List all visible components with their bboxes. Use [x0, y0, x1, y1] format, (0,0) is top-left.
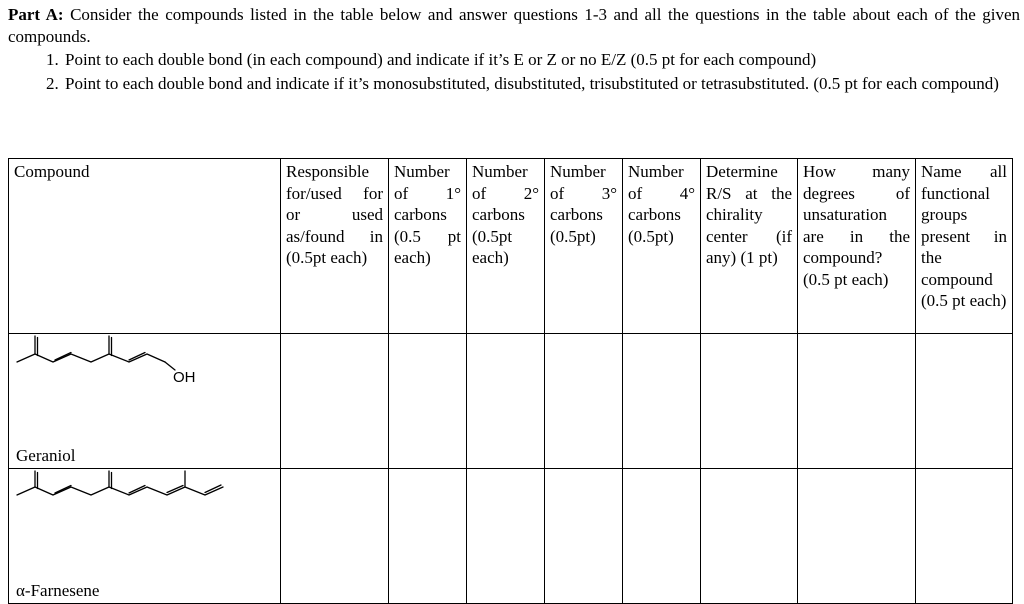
part-a-text: Consider the compounds listed in the table below and answer questions 1-3 and all the questions in the table about each of the given compounds. — [8, 5, 1021, 46]
answer-cell[interactable] — [623, 334, 701, 469]
answer-cell[interactable] — [623, 469, 701, 604]
answer-cell[interactable] — [798, 469, 916, 604]
table-row-farnesene — [9, 469, 1013, 604]
compound-name-geraniol: Geraniol — [16, 445, 76, 465]
answer-cell[interactable] — [467, 469, 545, 604]
answer-cell[interactable] — [701, 469, 798, 604]
answer-cell[interactable] — [389, 469, 467, 604]
header-degrees-unsaturation: How many degrees of unsaturation are in the compound? (0.5 pt each) — [798, 159, 916, 334]
instructions — [8, 4, 1020, 96]
header-secondary-carbons: Number of 2° carbons (0.5pt each) — [467, 159, 545, 334]
compound-table — [8, 158, 1013, 604]
header-rs-chirality: Determine R/S at the chirality center (if any) (1 pt) — [701, 159, 798, 334]
header-row — [9, 159, 1013, 334]
question-2: 2. Point to each double bond and indicate if it’s monosubstituted, disubstituted, trisubstituted or tetrasubstituted. (0.5 pt for each compound) — [63, 72, 1020, 96]
answer-cell[interactable] — [545, 334, 623, 469]
header-primary-carbons: Number of 1° carbons (0.5 pt each) — [389, 159, 467, 334]
part-a-paragraph — [8, 4, 1020, 48]
answer-cell[interactable] — [916, 469, 1013, 604]
compound-cell-farnesene — [9, 469, 281, 604]
answer-cell[interactable] — [916, 334, 1013, 469]
compound-cell-geraniol — [9, 334, 281, 469]
geraniol-structure — [11, 334, 211, 400]
answer-cell[interactable] — [389, 334, 467, 469]
answer-cell[interactable] — [701, 334, 798, 469]
header-responsible-for: Responsible for/used for or used as/found in (0.5pt each) — [281, 159, 389, 334]
hydroxyl-label: OH — [173, 369, 196, 386]
question-list — [8, 48, 1020, 96]
header-tertiary-carbons: Number of 3° carbons (0.5pt) — [545, 159, 623, 334]
answer-cell[interactable] — [281, 334, 389, 469]
header-compound: Compound — [9, 159, 281, 334]
answer-cell[interactable] — [545, 469, 623, 604]
header-functional-groups: Name all functional groups present in the compound (0.5 pt each) — [916, 159, 1013, 334]
header-quaternary-carbons: Number of 4° carbons (0.5pt) — [623, 159, 701, 334]
farnesene-structure — [11, 469, 251, 519]
question-1: 1. Point to each double bond (in each compound) and indicate if it’s E or Z or no E/Z (0.5 pt for each compound) — [63, 48, 1020, 72]
table-row-geraniol — [9, 334, 1013, 469]
answer-cell[interactable] — [798, 334, 916, 469]
answer-cell[interactable] — [467, 334, 545, 469]
compound-name-farnesene: α-Farnesene — [16, 580, 100, 600]
answer-cell[interactable] — [281, 469, 389, 604]
part-a-label: Part A: — [8, 5, 64, 24]
